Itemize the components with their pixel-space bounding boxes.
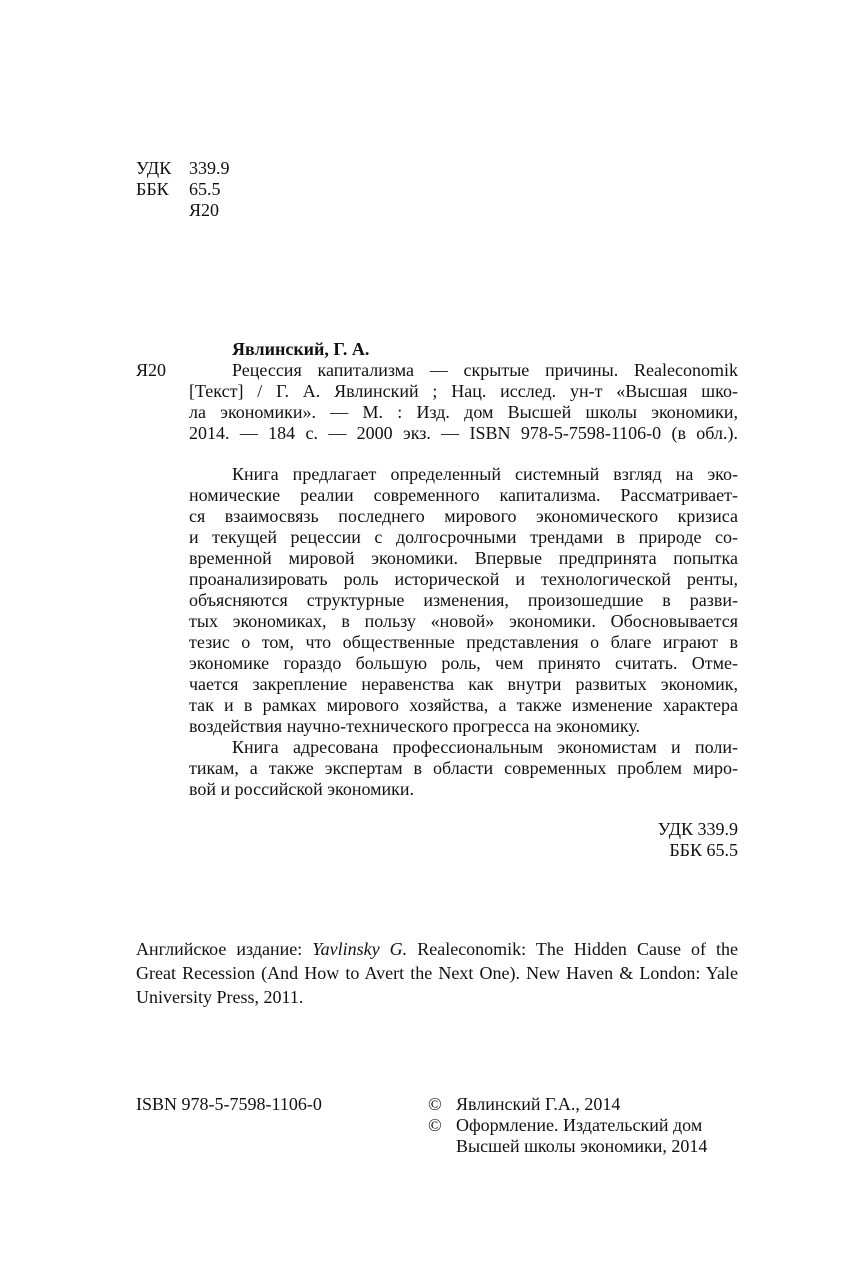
abstract-line: проанализировать роль исторической и технологической ренты, xyxy=(189,569,738,589)
biblio-line: 2014. — 184 с. — 2000 экз. — ISBN 978-5-7598-1106-0 (в обл.). xyxy=(189,423,738,443)
copyright-symbol: © xyxy=(428,1094,442,1114)
english-edition-label: Английское издание: xyxy=(136,939,303,959)
copyright-symbol: © xyxy=(428,1115,442,1135)
english-edition-line2: Great Recession (And How to Avert the Next One). New Haven & London: Yale xyxy=(136,963,738,983)
copyright-design-line2: Высшей школы экономики, 2014 xyxy=(456,1136,708,1156)
author-mark-top: Я20 xyxy=(189,200,220,220)
author-heading: Явлинский, Г. А. xyxy=(232,339,370,359)
abstract-line: воздействия научно-технического прогресса на экономику. xyxy=(189,716,641,736)
udk-right: УДК 339.9 xyxy=(657,819,738,839)
abstract-line: номические реалии современного капитализма. Рассматривает- xyxy=(189,485,738,505)
udk-label: УДК xyxy=(136,158,172,178)
abstract-line: Книга предлагает определенный системный взгляд на эко- xyxy=(232,464,738,484)
english-edition-line3: University Press, 2011. xyxy=(136,987,304,1007)
abstract-line: вой и российской экономики. xyxy=(189,779,415,799)
abstract-line: Книга адресована профессиональным экономистам и поли- xyxy=(232,737,738,757)
abstract-line: тых экономиках, в пользу «новой» экономики. Обосновывается xyxy=(189,611,738,631)
copyright-design-line1: Оформление. Издательский дом xyxy=(456,1115,703,1135)
abstract-line: ся взаимосвязь последнего мирового экономического кризиса xyxy=(189,506,738,526)
copyright-author: Явлинский Г.А., 2014 xyxy=(456,1094,621,1114)
abstract-line: объясняются структурные изменения, произошедшие в разви- xyxy=(189,590,738,610)
biblio-line: ла экономики». — М. : Изд. дом Высшей школы экономики, xyxy=(189,402,738,422)
abstract-line: тезис о том, что общественные представления о благе играют в xyxy=(189,632,738,652)
english-edition-author: Yavlinsky G. xyxy=(312,939,408,959)
abstract-line: чается закрепление неравенства как внутри развитых экономик, xyxy=(189,674,738,694)
abstract-line: экономике гораздо большую роль, чем принято считать. Отме- xyxy=(189,653,738,673)
bbk-right: ББК 65.5 xyxy=(669,840,738,860)
author-mark: Я20 xyxy=(136,360,167,380)
abstract-line: временной мировой экономики. Впервые предпринята попытка xyxy=(189,548,738,568)
abstract-line: и текущей рецессии с долгосрочными трендами в природе со- xyxy=(189,527,738,547)
english-edition-line1 xyxy=(136,939,738,960)
biblio-line: [Текст] / Г. А. Явлинский ; Нац. исслед. ун-т «Высшая шко- xyxy=(189,381,738,401)
biblio-line: Рецессия капитализма — скрытые причины. Realeconomik xyxy=(232,360,738,380)
abstract-line: так и в рамках мирового хозяйства, а также изменение характера xyxy=(189,695,738,715)
english-edition-title: Realeconomik: The Hidden Cause of the xyxy=(417,939,739,959)
udk-value: 339.9 xyxy=(189,158,230,178)
bbk-value: 65.5 xyxy=(189,179,221,199)
bbk-label: ББК xyxy=(136,179,169,199)
isbn: ISBN 978-5-7598-1106-0 xyxy=(136,1094,322,1114)
abstract-line: тикам, а также экспертам в области современных проблем миро- xyxy=(189,758,738,778)
